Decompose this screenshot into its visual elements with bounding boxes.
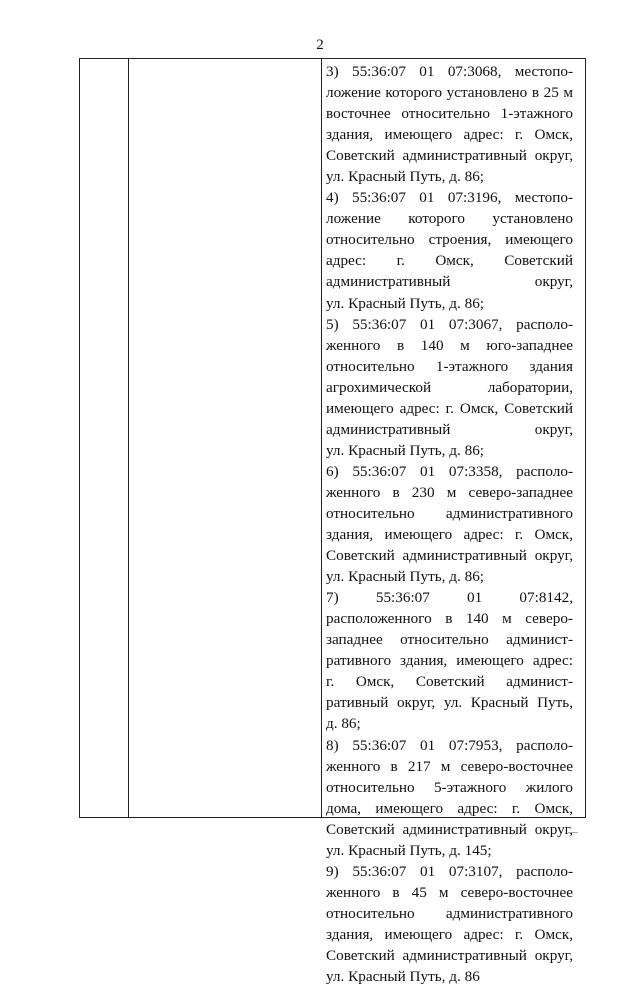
entry-line: агрохимической лаборатории, — [326, 378, 573, 396]
entry-line: Советский административный округ, — [326, 946, 573, 964]
parcel-entry — [326, 735, 573, 861]
entry-line: ративный округ, ул. Красный Путь, — [326, 694, 573, 712]
entry-line: здания, имеющего адрес: г. Омск, — [326, 526, 573, 544]
entry-line: 7) 55:36:07 01 07:8142, — [326, 589, 573, 607]
entry-line: женного в 230 м северо-западнее — [326, 483, 573, 501]
entry-line: относительно 5-этажного жилого — [326, 778, 573, 796]
entry-line: здания, имеющего адрес: г. Омск, — [326, 126, 573, 144]
parcel-entry — [326, 461, 573, 587]
entry-line: восточнее относительно 1-этажного — [326, 105, 573, 123]
entry-line: Советский административный округ, — [326, 547, 573, 565]
entry-line: западнее относительно админист- — [326, 631, 573, 649]
entry-line: здания, имеющего адрес: г. Омск, — [326, 925, 573, 943]
parcel-entry — [326, 587, 573, 734]
entry-line: 4) 55:36:07 01 07:3196, местопо- — [326, 189, 573, 207]
parcel-entry — [326, 61, 573, 187]
parcel-entry — [326, 314, 573, 461]
entry-line: ул. Красный Путь, д. 86; — [326, 568, 485, 586]
entry-line: относительно административного — [326, 504, 573, 522]
parcel-entry — [326, 187, 573, 313]
entry-line: Советский административный округ, — [326, 147, 573, 165]
entry-line: административный округ, — [326, 420, 573, 438]
entry-line: ул. Красный Путь, д. 86 — [326, 968, 480, 986]
entry-line: адрес: г. Омск, Советский — [326, 252, 573, 270]
entry-line: 6) 55:36:07 01 07:3358, располо- — [326, 462, 573, 480]
entry-line: женного в 45 м северо-восточнее — [326, 883, 573, 901]
entry-line: г. Омск, Советский админист- — [326, 673, 573, 691]
document-table — [79, 58, 586, 986]
entry-line: относительно 1-этажного здания — [326, 357, 573, 375]
page-number: 2 — [316, 37, 324, 53]
entry-line: ул. Красный Путь, д. 86; — [326, 441, 485, 459]
entry-line: относительно строения, имеющего — [326, 231, 573, 249]
entry-line: д. 86; — [326, 715, 361, 733]
entry-line: ложение которого установлено в 25 м — [326, 84, 573, 102]
parcel-list — [326, 61, 573, 987]
entry-line: имеющего адрес: г. Омск, Советский — [326, 399, 573, 417]
entry-line: расположенного в 140 м северо- — [326, 610, 573, 628]
scan-mark — [568, 832, 578, 833]
entry-line: женного в 140 м юго-западнее — [326, 336, 573, 354]
entry-line: 3) 55:36:07 01 07:3068, местопо- — [326, 63, 573, 80]
entry-line: ративного здания, имеющего адрес: — [326, 652, 573, 670]
entry-line: 8) 55:36:07 01 07:7953, располо- — [326, 736, 573, 754]
column-divider — [321, 59, 322, 817]
entry-line: ул. Красный Путь, д. 86; — [326, 294, 485, 312]
entry-line: дома, имеющего адрес: г. Омск, — [326, 799, 573, 817]
entry-line: ул. Красный Путь, д. 86; — [326, 168, 485, 186]
entry-line: ул. Красный Путь, д. 145; — [326, 841, 492, 859]
parcel-entry — [326, 861, 573, 987]
column-divider — [128, 59, 129, 817]
entry-line: 9) 55:36:07 01 07:3107, располо- — [326, 862, 573, 880]
entry-line: относительно административного — [326, 904, 573, 922]
entry-line: Советский административный округ, — [326, 820, 573, 838]
entry-line: ложение которого установлено — [326, 210, 573, 228]
entry-line: 5) 55:36:07 01 07:3067, располо- — [326, 315, 573, 333]
entry-line: административный округ, — [326, 273, 573, 291]
entry-line: женного в 217 м северо-восточнее — [326, 757, 573, 775]
